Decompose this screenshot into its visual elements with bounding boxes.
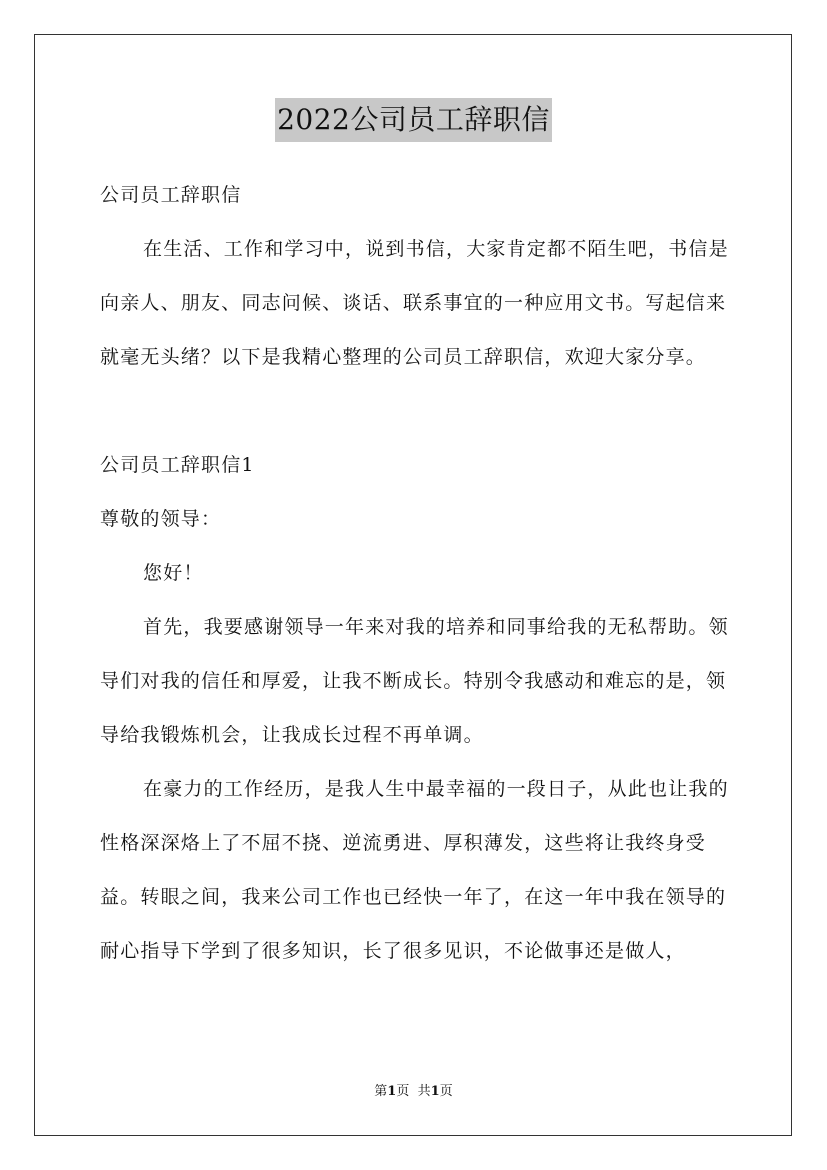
page-number: 1 bbox=[387, 1084, 397, 1099]
intro-paragraph: 在生活、工作和学习中，说到书信，大家肯定都不陌生吧，书信是向亲人、朋友、同志问候、谈话、联系事宜的一种应用文书。写起信来就毫无头绪？以下是我精心整理的公司员工辞职信，欢迎大家分享。 bbox=[100, 238, 729, 368]
page-footer bbox=[0, 1082, 827, 1102]
total-prefix: 共 bbox=[417, 1084, 431, 1099]
page-prefix: 第 bbox=[374, 1084, 388, 1099]
greeting: 您好！ bbox=[143, 562, 204, 584]
total-pages: 1 bbox=[430, 1084, 440, 1099]
body-paragraph-1: 首先，我要感谢领导一年来对我的培养和同事给我的无私帮助。领导们对我的信任和厚爱，让我不断成长。特别令我感动和难忘的是，领导给我锻炼机会，让我成长过程不再单调。 bbox=[100, 616, 729, 746]
page-suffix: 页 bbox=[396, 1084, 410, 1099]
total-suffix: 页 bbox=[439, 1084, 453, 1099]
salutation: 尊敬的领导： bbox=[100, 508, 222, 530]
section-heading: 公司员工辞职信1 bbox=[100, 454, 255, 476]
document-body bbox=[100, 168, 740, 978]
body-paragraph-2: 在豪力的工作经历，是我人生中最幸福的一段日子，从此也让我的性格深深烙上了不屈不挠、逆流勇进、厚积薄发，这些将让我终身受益。转眼之间，我来公司工作也已经快一年了，在这一年中我在领导的耐心指导下学到了很多知识，长了很多见识，不论做事还是做人， bbox=[100, 778, 729, 962]
title-wrap bbox=[0, 98, 827, 142]
document-title: 2022公司员工辞职信 bbox=[275, 98, 552, 142]
document-subtitle: 公司员工辞职信 bbox=[100, 184, 242, 206]
